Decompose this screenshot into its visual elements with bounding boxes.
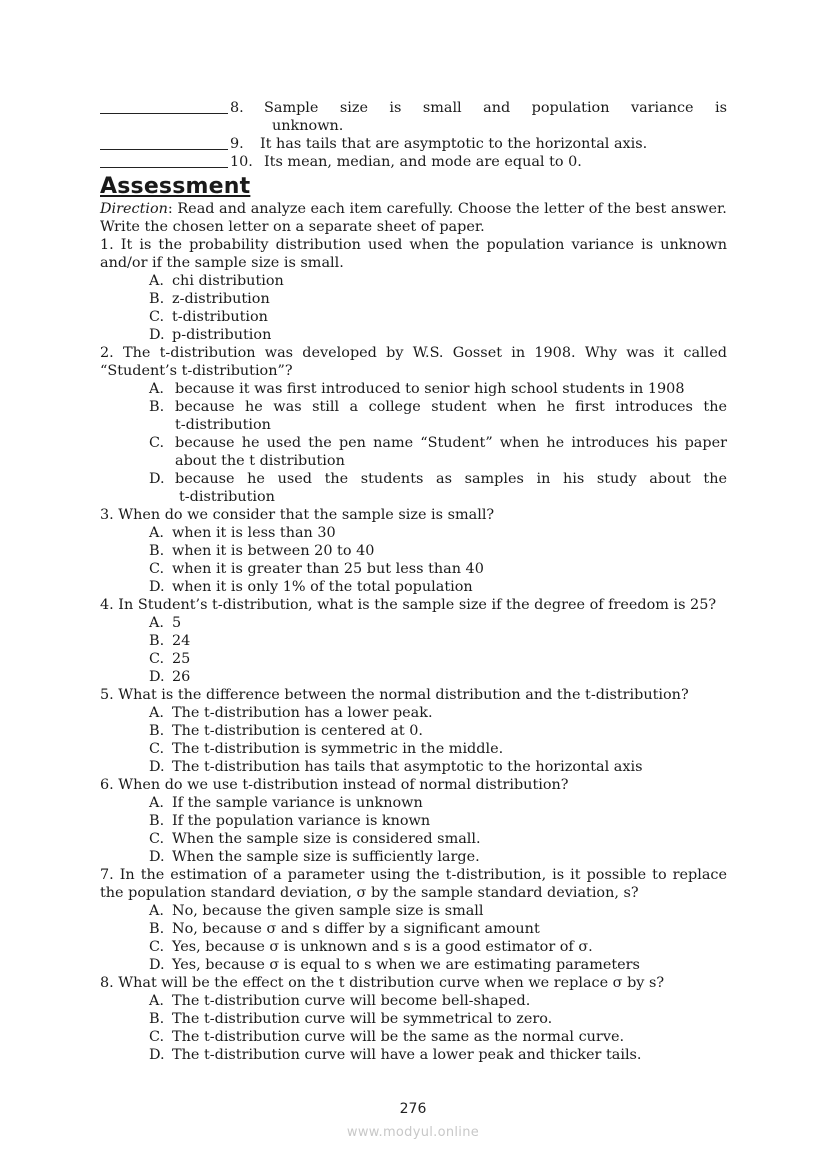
option-b: B. 24 xyxy=(149,633,191,649)
option-c: C. 25 xyxy=(149,651,191,667)
answer-blank xyxy=(100,135,228,150)
option-d: D. when it is only 1% of the total population xyxy=(149,579,473,595)
item-text-continuation: unknown. xyxy=(272,118,344,134)
option-a: A. No, because the given sample size is small xyxy=(149,903,484,919)
option-c: C. Yes, because σ is unknown and s is a good estimator of σ. xyxy=(149,939,593,955)
question-1 xyxy=(100,236,727,344)
option-a: A. chi distribution xyxy=(149,273,284,289)
item-number: 8. xyxy=(230,100,244,116)
question-text: 5. What is the difference between the normal distribution and the t-distribution? xyxy=(100,687,689,703)
option-c: C. because he used the pen name “Student” when he introduces his paper xyxy=(149,435,727,451)
question-2 xyxy=(100,344,727,506)
question-5 xyxy=(100,686,727,776)
matching-item xyxy=(100,153,727,171)
option-d: D. The t-distribution has tails that asymptotic to the horizontal axis xyxy=(149,759,643,775)
question-text: 3. When do we consider that the sample size is small? xyxy=(100,507,495,523)
question-text: 4. In Student’s t-distribution, what is the sample size if the degree of freedom is 25? xyxy=(100,597,717,613)
option-b: B. If the population variance is known xyxy=(149,813,431,829)
question-text: 7. In the estimation of a parameter using the t-distribution, is it possible to replace xyxy=(100,867,727,883)
question-3 xyxy=(100,506,727,596)
option-c: C. When the sample size is considered small. xyxy=(149,831,481,847)
answer-blank xyxy=(100,153,228,168)
item-number: 10. xyxy=(230,154,253,170)
option-b: B. because he was still a college student when he first introduces the xyxy=(149,399,727,415)
option-a: A. The t-distribution curve will become bell-shaped. xyxy=(149,993,531,1009)
option-a: A. If the sample variance is unknown xyxy=(149,795,423,811)
question-4 xyxy=(100,596,727,686)
question-text-line2: the population standard deviation, σ by the sample standard deviation, s? xyxy=(100,885,639,901)
option-b: B. The t-distribution curve will be symmetrical to zero. xyxy=(149,1011,553,1027)
question-8 xyxy=(100,974,727,1064)
option-c: C. t-distribution xyxy=(149,309,268,325)
option-a: A. 5 xyxy=(149,615,182,631)
option-b: B. No, because σ and s differ by a significant amount xyxy=(149,921,540,937)
direction-text-line2: Write the chosen letter on a separate sheet of paper. xyxy=(100,219,485,235)
direction-label: Direction xyxy=(100,201,168,217)
option-d: D. The t-distribution curve will have a lower peak and thicker tails. xyxy=(149,1047,642,1063)
item-text: Sample size is small and population variance is xyxy=(264,100,727,116)
option-c: C. The t-distribution is symmetric in the middle. xyxy=(149,741,504,757)
option-c: C. The t-distribution curve will be the same as the normal curve. xyxy=(149,1029,625,1045)
question-text: 8. What will be the effect on the t distribution curve when we replace σ by s? xyxy=(100,975,665,991)
question-7 xyxy=(100,866,727,974)
question-text: 2. The t-distribution was developed by W.S. Gosset in 1908. Why was it called xyxy=(100,345,727,361)
option-d: D. When the sample size is sufficiently large. xyxy=(149,849,480,865)
option-b-continuation: t-distribution xyxy=(175,417,271,433)
document-page xyxy=(100,99,727,1064)
option-d: D. because he used the students as samples in his study about the xyxy=(149,471,727,487)
option-d: D. p-distribution xyxy=(149,327,272,343)
item-number: 9. xyxy=(230,136,244,152)
option-c-continuation: about the t distribution xyxy=(175,453,345,469)
watermark: www.modyul.online xyxy=(346,1125,480,1140)
item-text: Its mean, median, and mode are equal to 0. xyxy=(264,154,582,170)
option-d: D. Yes, because σ is equal to s when we are estimating parameters xyxy=(149,957,640,973)
option-b: B. when it is between 20 to 40 xyxy=(149,543,375,559)
option-d-continuation: t-distribution xyxy=(179,489,275,505)
option-a: A. because it was first introduced to senior high school students in 1908 xyxy=(149,381,685,397)
option-a: A. The t-distribution has a lower peak. xyxy=(149,705,433,721)
matching-item xyxy=(100,99,727,117)
question-6 xyxy=(100,776,727,866)
question-text: 6. When do we use t-distribution instead of normal distribution? xyxy=(100,777,569,793)
page-number: 276 xyxy=(399,1101,427,1117)
option-a: A. when it is less than 30 xyxy=(149,525,336,541)
question-text-line2: and/or if the sample size is small. xyxy=(100,255,344,271)
option-b: B. z-distribution xyxy=(149,291,270,307)
answer-blank xyxy=(100,99,228,114)
direction-text: Direction: Read and analyze each item carefully. Choose the letter of the best answer. xyxy=(100,201,727,217)
item-text: It has tails that are asymptotic to the horizontal axis. xyxy=(260,136,648,152)
matching-section xyxy=(100,99,727,171)
option-b: B. The t-distribution is centered at 0. xyxy=(149,723,423,739)
question-text: 1. It is the probability distribution used when the population variance is unknown xyxy=(100,237,727,253)
section-title: Assessment xyxy=(100,174,251,199)
question-text-line2: “Student’s t-distribution”? xyxy=(100,363,293,379)
option-d: D. 26 xyxy=(149,669,191,685)
matching-item xyxy=(100,135,727,153)
option-c: C. when it is greater than 25 but less than 40 xyxy=(149,561,484,577)
